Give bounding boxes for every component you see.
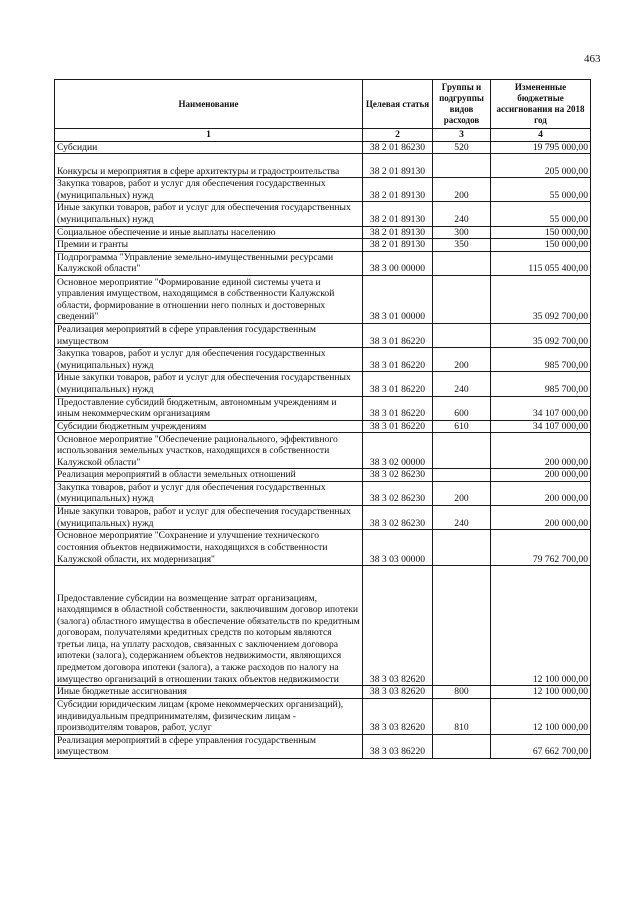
- row-name: Основное мероприятие "Обеспечение рационального, эффективного использования земельных участков, находящихся в собственности Калужской области": [55, 433, 363, 469]
- table-row: [55, 226, 591, 239]
- row-amount: 67 662 700,00: [491, 734, 591, 758]
- row-expense-group: [433, 154, 491, 178]
- row-expense-group: 240: [433, 372, 491, 396]
- row-name: Субсидии юридическим лицам (кроме некоммерческих организаций), индивидуальным предпринимателям, физическим лицам - производителям товаров, работ, услуг: [55, 698, 363, 734]
- table-row: [55, 396, 591, 420]
- row-target-article: 38 2 01 89130: [363, 154, 433, 178]
- row-amount: 985 700,00: [491, 372, 591, 396]
- row-name: Закупка товаров, работ и услуг для обеспечения государственных (муниципальных) нужд: [55, 178, 363, 202]
- row-expense-group: 800: [433, 686, 491, 699]
- row-target-article: 38 3 01 86220: [363, 396, 433, 420]
- row-name: Основное мероприятие "Формирование единой системы учета и управления имуществом, находящимся в собственности Калужской области, формирование в отношении него полных и достоверных сведений": [55, 275, 363, 323]
- table-row: [55, 202, 591, 226]
- row-expense-group: 810: [433, 698, 491, 734]
- row-amount: 19 795 000,00: [491, 141, 591, 154]
- row-amount: 12 100 000,00: [491, 686, 591, 699]
- row-target-article: 38 3 03 82620: [363, 566, 433, 686]
- table-row: [55, 420, 591, 433]
- row-name: Основное мероприятие "Сохранение и улучшение технического состояния объектов недвижимости, находящихся в собственности Калужской области, их модернизация": [55, 530, 363, 566]
- row-amount: 985 700,00: [491, 348, 591, 372]
- table-row: [55, 154, 591, 178]
- header-amount: Измененные бюджетные ассигнования на 2018 год: [491, 80, 591, 129]
- row-target-article: 38 3 01 86220: [363, 348, 433, 372]
- table-row: [55, 433, 591, 469]
- row-amount: 55 000,00: [491, 202, 591, 226]
- row-target-article: 38 2 01 89130: [363, 178, 433, 202]
- row-amount: 205 000,00: [491, 154, 591, 178]
- row-target-article: 38 3 01 00000: [363, 275, 433, 323]
- row-amount: 150 000,00: [491, 239, 591, 252]
- row-expense-group: 300: [433, 226, 491, 239]
- row-name: Предоставление субсидий бюджетным, автономным учреждениям и иным некоммерческим организациям: [55, 396, 363, 420]
- header-name: Наименование: [55, 80, 363, 129]
- row-target-article: 38 3 03 00000: [363, 530, 433, 566]
- table-row: [55, 530, 591, 566]
- row-name: Подпрограмма "Управление земельно-имущественными ресурсами Калужской области": [55, 251, 363, 275]
- row-expense-group: 610: [433, 420, 491, 433]
- row-target-article: 38 3 00 00000: [363, 251, 433, 275]
- row-target-article: 38 3 02 86230: [363, 469, 433, 482]
- row-name: Закупка товаров, работ и услуг для обеспечения государственных (муниципальных) нужд: [55, 481, 363, 505]
- row-name: Закупка товаров, работ и услуг для обеспечения государственных (муниципальных) нужд: [55, 348, 363, 372]
- row-name: Субсидии бюджетным учреждениям: [55, 420, 363, 433]
- row-target-article: 38 3 02 86230: [363, 481, 433, 505]
- budget-table: [54, 79, 591, 759]
- row-amount: 12 100 000,00: [491, 698, 591, 734]
- row-amount: 12 100 000,00: [491, 566, 591, 686]
- row-name: Реализация мероприятий в сфере управления государственным имуществом: [55, 323, 363, 347]
- row-target-article: 38 2 01 89130: [363, 226, 433, 239]
- row-expense-group: [433, 433, 491, 469]
- header-target-article: Целевая статья: [363, 80, 433, 129]
- row-target-article: 38 3 02 86230: [363, 506, 433, 530]
- row-expense-group: [433, 734, 491, 758]
- row-name: Предоставление субсидии на возмещение затрат организациям, находящимся в областной собственности, заключившим договор ипотеки (залога) областного имущества в обеспечение обязательств по кредитным договорам, получателями кредитных средств по которым являются третьи лица, на уплату расходов, связанных с заключением договора ипотеки (залога), содержанием объектов недвижимости, являющихся предметом договора ипотеки (залога), а также расходов по налогу на имущество организаций в отношении таких объектов недвижимости: [55, 566, 363, 686]
- table-row: [55, 178, 591, 202]
- row-target-article: 38 2 01 89130: [363, 202, 433, 226]
- row-target-article: 38 3 03 86220: [363, 734, 433, 758]
- row-expense-group: 240: [433, 202, 491, 226]
- row-name: Иные закупки товаров, работ и услуг для обеспечения государственных (муниципальных) нужд: [55, 202, 363, 226]
- row-target-article: 38 3 01 86220: [363, 372, 433, 396]
- row-amount: 34 107 000,00: [491, 396, 591, 420]
- table-row: [55, 323, 591, 347]
- table-body: [55, 141, 591, 758]
- row-amount: 35 092 700,00: [491, 275, 591, 323]
- row-name: Премии и гранты: [55, 239, 363, 252]
- table-row: [55, 481, 591, 505]
- header-expense-group: Группы и подгруппы видов расходов: [433, 80, 491, 129]
- row-amount: 200 000,00: [491, 469, 591, 482]
- row-amount: 200 000,00: [491, 433, 591, 469]
- row-target-article: 38 3 03 82620: [363, 686, 433, 699]
- table-row: [55, 141, 591, 154]
- row-expense-group: 350: [433, 239, 491, 252]
- column-number: 2: [363, 129, 433, 142]
- table-row: [55, 275, 591, 323]
- row-expense-group: 520: [433, 141, 491, 154]
- row-expense-group: 200: [433, 481, 491, 505]
- row-name: Иные закупки товаров, работ и услуг для обеспечения государственных (муниципальных) нужд: [55, 372, 363, 396]
- column-number: 3: [433, 129, 491, 142]
- table-row: [55, 372, 591, 396]
- row-name: Социальное обеспечение и иные выплаты населению: [55, 226, 363, 239]
- row-expense-group: 200: [433, 178, 491, 202]
- row-name: Реализация мероприятий в сфере управления государственным имуществом: [55, 734, 363, 758]
- table-header: [55, 80, 591, 142]
- table-row: [55, 348, 591, 372]
- table-row: [55, 469, 591, 482]
- row-target-article: 38 3 03 82620: [363, 698, 433, 734]
- row-expense-group: [433, 323, 491, 347]
- row-expense-group: [433, 469, 491, 482]
- table-row: [55, 251, 591, 275]
- row-amount: 34 107 000,00: [491, 420, 591, 433]
- row-target-article: 38 3 01 86220: [363, 323, 433, 347]
- row-name: Иные бюджетные ассигнования: [55, 686, 363, 699]
- row-expense-group: [433, 530, 491, 566]
- table-row: [55, 506, 591, 530]
- row-name: Субсидии: [55, 141, 363, 154]
- row-amount: 35 092 700,00: [491, 323, 591, 347]
- row-expense-group: 200: [433, 348, 491, 372]
- row-name: Иные закупки товаров, работ и услуг для обеспечения государственных (муниципальных) нужд: [55, 506, 363, 530]
- row-expense-group: [433, 251, 491, 275]
- row-name: Конкурсы и мероприятия в сфере архитектуры и градостроительства: [55, 154, 363, 178]
- row-amount: 115 055 400,00: [491, 251, 591, 275]
- table-row: [55, 566, 591, 686]
- row-target-article: 38 3 01 86220: [363, 420, 433, 433]
- table-row: [55, 239, 591, 252]
- row-name: Реализация мероприятий в области земельных отношений: [55, 469, 363, 482]
- row-target-article: 38 2 01 89130: [363, 239, 433, 252]
- row-expense-group: [433, 275, 491, 323]
- row-target-article: 38 3 02 00000: [363, 433, 433, 469]
- row-expense-group: [433, 566, 491, 686]
- row-expense-group: 240: [433, 506, 491, 530]
- row-amount: 200 000,00: [491, 506, 591, 530]
- page-number: 463: [584, 53, 601, 65]
- row-amount: 55 000,00: [491, 178, 591, 202]
- row-amount: 79 762 700,00: [491, 530, 591, 566]
- row-amount: 150 000,00: [491, 226, 591, 239]
- row-target-article: 38 2 01 86230: [363, 141, 433, 154]
- row-expense-group: 600: [433, 396, 491, 420]
- table-row: [55, 686, 591, 699]
- column-number: 1: [55, 129, 363, 142]
- row-amount: 200 000,00: [491, 481, 591, 505]
- table-row: [55, 698, 591, 734]
- column-number: 4: [491, 129, 591, 142]
- table-row: [55, 734, 591, 758]
